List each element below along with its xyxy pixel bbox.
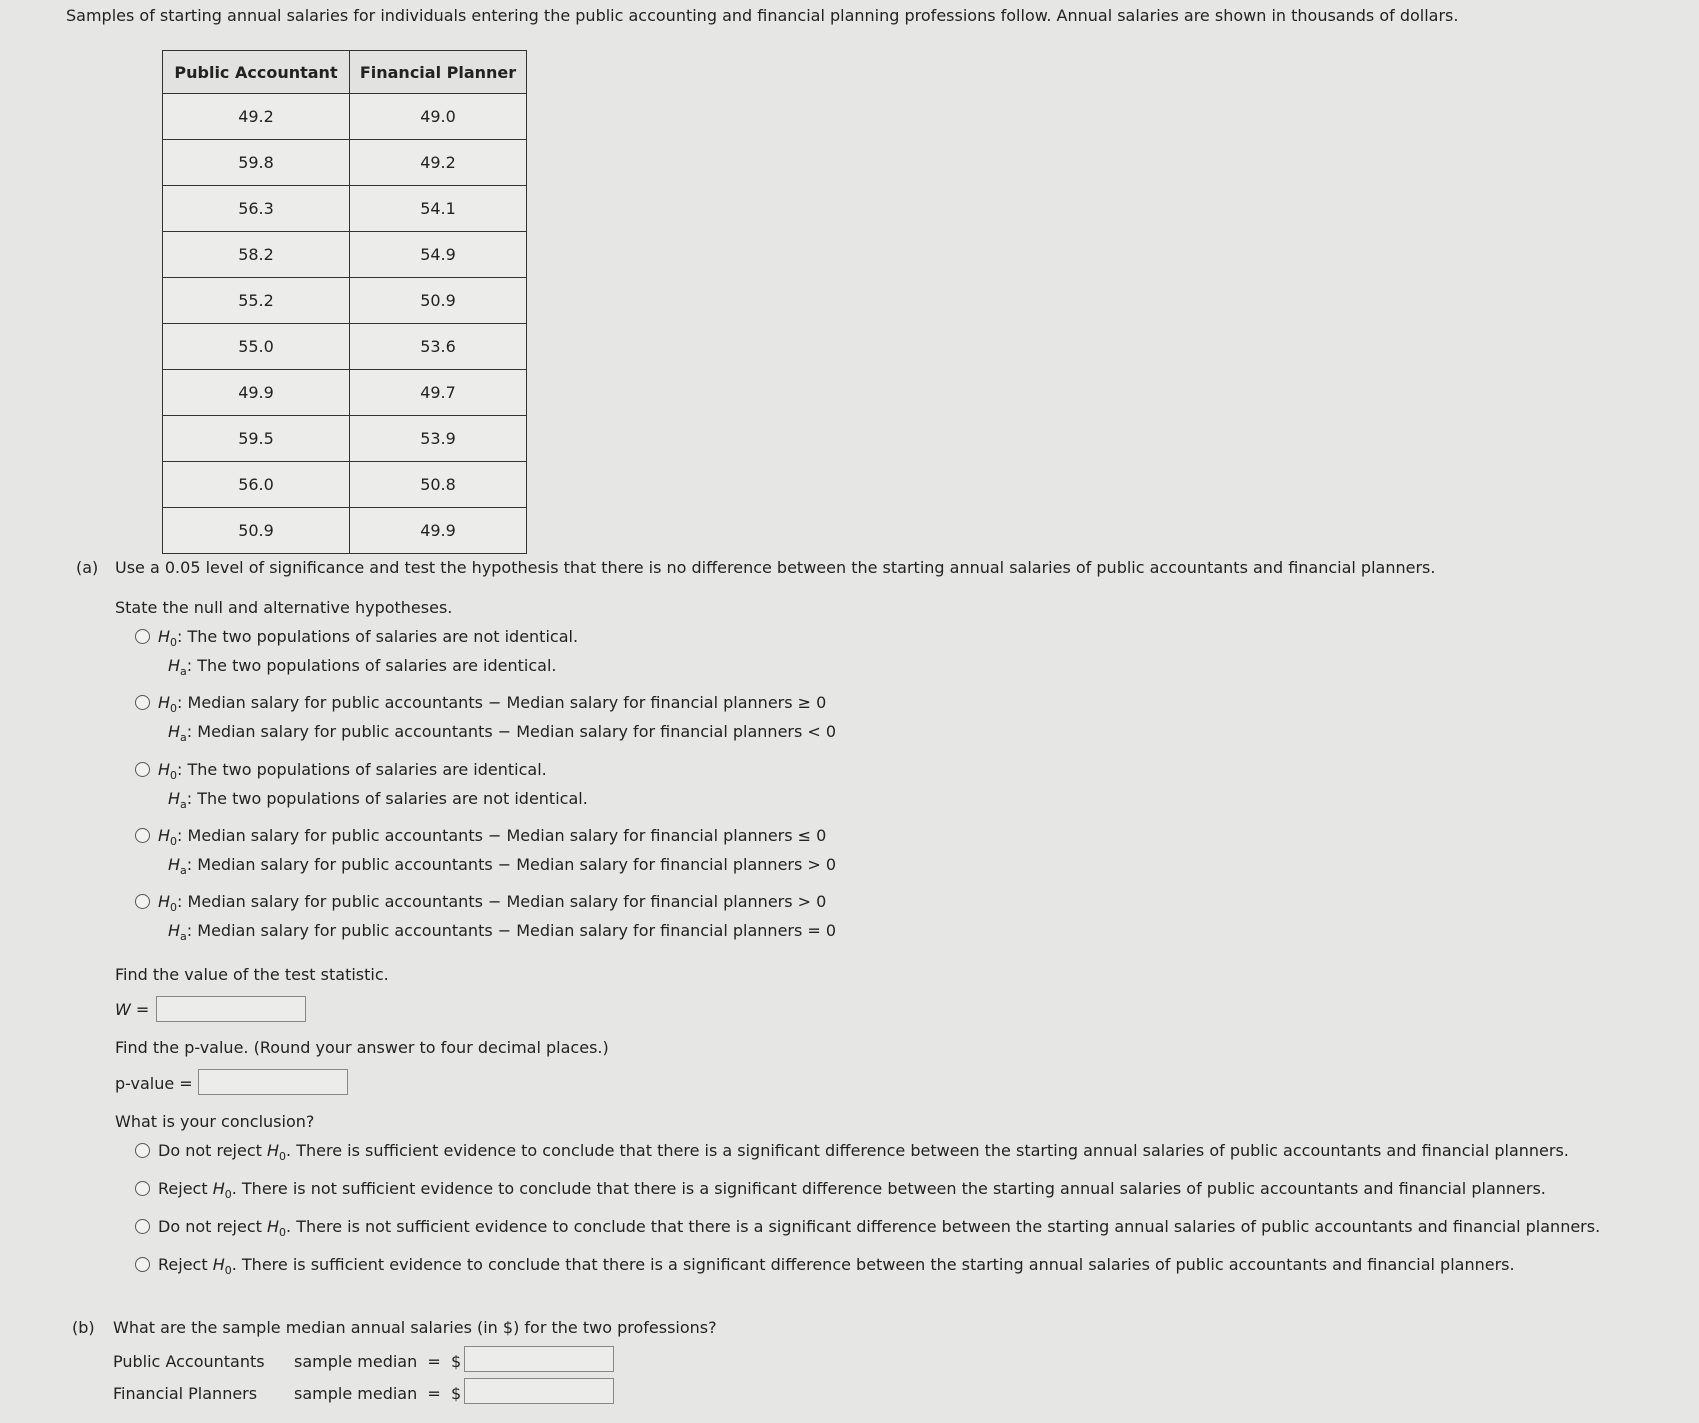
- table-row: [163, 324, 527, 370]
- test-statistic-prompt: Find the value of the test statistic.: [115, 965, 389, 984]
- table-cell: 49.0: [350, 94, 527, 140]
- table-cell: 59.5: [163, 416, 350, 462]
- h0-text: : Median salary for public accountants − Median salary for financial planners ≤ 0: [177, 826, 827, 845]
- table-cell: 55.2: [163, 278, 350, 324]
- table-cell: 58.2: [163, 232, 350, 278]
- table-cell: 50.8: [350, 462, 527, 508]
- table-cell: 49.7: [350, 370, 527, 416]
- part-a-label: (a): [76, 558, 99, 577]
- table-cell: 56.0: [163, 462, 350, 508]
- radio-button[interactable]: [135, 629, 150, 644]
- hypothesis-option-5[interactable]: $H_0$: Median salary for public accountants − Median salary for financial planners > 0 $H_a$: Median salary for public accountants − Median salary for financial planners = 0: [135, 887, 836, 945]
- part-b-prompt: What are the sample median annual salaries (in $) for the two professions?: [113, 1318, 717, 1337]
- table-cell: 50.9: [163, 508, 350, 554]
- salary-table: [162, 50, 527, 554]
- h0-text: : Median salary for public accountants − Median salary for financial planners > 0: [177, 892, 827, 911]
- table-cell: 50.9: [350, 278, 527, 324]
- sample-median-label: sample median = $: [294, 1384, 462, 1403]
- ha-text: : Median salary for public accountants − Median salary for financial planners < 0: [186, 722, 837, 741]
- table-row: [163, 94, 527, 140]
- h0-text: : Median salary for public accountants − Median salary for financial planners ≥ 0: [177, 693, 827, 712]
- table-cell: 55.0: [163, 324, 350, 370]
- conclusion-action: Do not reject: [158, 1141, 262, 1160]
- conclusion-option-1[interactable]: Do not reject $H_0$. There is sufficient evidence to conclude that there is a significant difference between the starting annual salaries of public accountants and financial planners.: [135, 1132, 1600, 1170]
- hypothesis-option-2[interactable]: $H_0$: Median salary for public accountants − Median salary for financial planners ≥ 0 $H_a$: Median salary for public accountants − Median salary for financial planners < 0: [135, 688, 836, 746]
- conclusion-action: Do not reject: [158, 1217, 262, 1236]
- table-cell: 54.1: [350, 186, 527, 232]
- h0-text: : The two populations of salaries are not identical.: [177, 627, 579, 646]
- radio-button[interactable]: [135, 894, 150, 909]
- table-cell: 53.6: [350, 324, 527, 370]
- header-financial-planner: Financial Planner: [350, 51, 527, 94]
- financial-planners-median-input[interactable]: [464, 1378, 614, 1404]
- table-cell: 49.2: [163, 94, 350, 140]
- conclusion-action: Reject: [158, 1179, 208, 1198]
- conclusion-options: [135, 1132, 1600, 1284]
- ha-text: : Median salary for public accountants − Median salary for financial planners > 0: [186, 855, 837, 874]
- table-row: [163, 140, 527, 186]
- part-a-prompt: Use a 0.05 level of significance and test the hypothesis that there is no difference between the starting annual salaries of public accountants and financial planners.: [115, 558, 1436, 577]
- radio-button[interactable]: [135, 1181, 150, 1196]
- conclusion-text: . There is not sufficient evidence to conclude that there is a significant difference between the starting annual salaries of public accountants and financial planners.: [231, 1179, 1546, 1198]
- conclusion-option-4[interactable]: Reject $H_0$. There is sufficient evidence to conclude that there is a significant difference between the starting annual salaries of public accountants and financial planners.: [135, 1246, 1600, 1284]
- radio-button[interactable]: [135, 828, 150, 843]
- table-cell: 56.3: [163, 186, 350, 232]
- conclusion-option-3[interactable]: Do not reject $H_0$. There is not sufficient evidence to conclude that there is a significant difference between the starting annual salaries of public accountants and financial planners.: [135, 1208, 1600, 1246]
- radio-button[interactable]: [135, 695, 150, 710]
- table-cell: 59.8: [163, 140, 350, 186]
- public-accountants-median-input[interactable]: [464, 1346, 614, 1372]
- state-hypotheses-text: State the null and alternative hypotheses.: [115, 598, 453, 617]
- table-cell: 49.2: [350, 140, 527, 186]
- table-cell: 54.9: [350, 232, 527, 278]
- ha-text: : The two populations of salaries are identical.: [186, 656, 557, 675]
- table-row: [163, 186, 527, 232]
- table-row: [163, 232, 527, 278]
- w-label: W =: [115, 1000, 150, 1019]
- hypothesis-option-4[interactable]: $H_0$: Median salary for public accountants − Median salary for financial planners ≤ 0 $H_a$: Median salary for public accountants − Median salary for financial planners > 0: [135, 821, 836, 879]
- table-row: [163, 416, 527, 462]
- hypothesis-option-3[interactable]: $H_0$: The two populations of salaries are identical. $H_a$: The two populations of salaries are not identical.: [135, 755, 588, 813]
- conclusion-text: . There is sufficient evidence to conclude that there is a significant difference between the starting annual salaries of public accountants and financial planners.: [286, 1141, 1569, 1160]
- radio-button[interactable]: [135, 762, 150, 777]
- table-cell: 53.9: [350, 416, 527, 462]
- conclusion-option-2[interactable]: Reject $H_0$. There is not sufficient evidence to conclude that there is a significant difference between the starting annual salaries of public accountants and financial planners.: [135, 1170, 1600, 1208]
- conclusion-prompt: What is your conclusion?: [115, 1112, 315, 1131]
- h0-text: : The two populations of salaries are identical.: [177, 760, 547, 779]
- table-cell: 49.9: [163, 370, 350, 416]
- conclusion-text: . There is sufficient evidence to conclude that there is a significant difference between the starting annual salaries of public accountants and financial planners.: [231, 1255, 1515, 1274]
- sample-median-label: sample median = $: [294, 1352, 462, 1371]
- table-cell: 49.9: [350, 508, 527, 554]
- pvalue-label: p-value =: [115, 1074, 193, 1093]
- financial-planners-label: Financial Planners: [113, 1384, 258, 1403]
- conclusion-action: Reject: [158, 1255, 208, 1274]
- hypothesis-option-1[interactable]: $H_0$: The two populations of salaries are not identical. $H_a$: The two populations of salaries are identical.: [135, 622, 578, 680]
- w-input[interactable]: [156, 996, 306, 1022]
- public-accountants-label: Public Accountants: [113, 1352, 265, 1371]
- part-b-label: (b): [72, 1318, 95, 1337]
- radio-button[interactable]: [135, 1257, 150, 1272]
- table-header-row: [163, 51, 527, 94]
- pvalue-prompt: Find the p-value. (Round your answer to four decimal places.): [115, 1038, 609, 1057]
- radio-button[interactable]: [135, 1219, 150, 1234]
- table-row: [163, 508, 527, 554]
- radio-button[interactable]: [135, 1143, 150, 1158]
- header-public-accountant: Public Accountant: [163, 51, 350, 94]
- conclusion-text: . There is not sufficient evidence to conclude that there is a significant difference between the starting annual salaries of public accountants and financial planners.: [286, 1217, 1601, 1236]
- ha-text: : Median salary for public accountants − Median salary for financial planners = 0: [186, 921, 837, 940]
- table-row: [163, 370, 527, 416]
- ha-text: : The two populations of salaries are not identical.: [186, 789, 588, 808]
- pvalue-input[interactable]: [198, 1069, 348, 1095]
- intro-text: Samples of starting annual salaries for individuals entering the public accounting and financial planning professions follow. Annual salaries are shown in thousands of dollars.: [66, 6, 1459, 25]
- table-row: [163, 462, 527, 508]
- table-row: [163, 278, 527, 324]
